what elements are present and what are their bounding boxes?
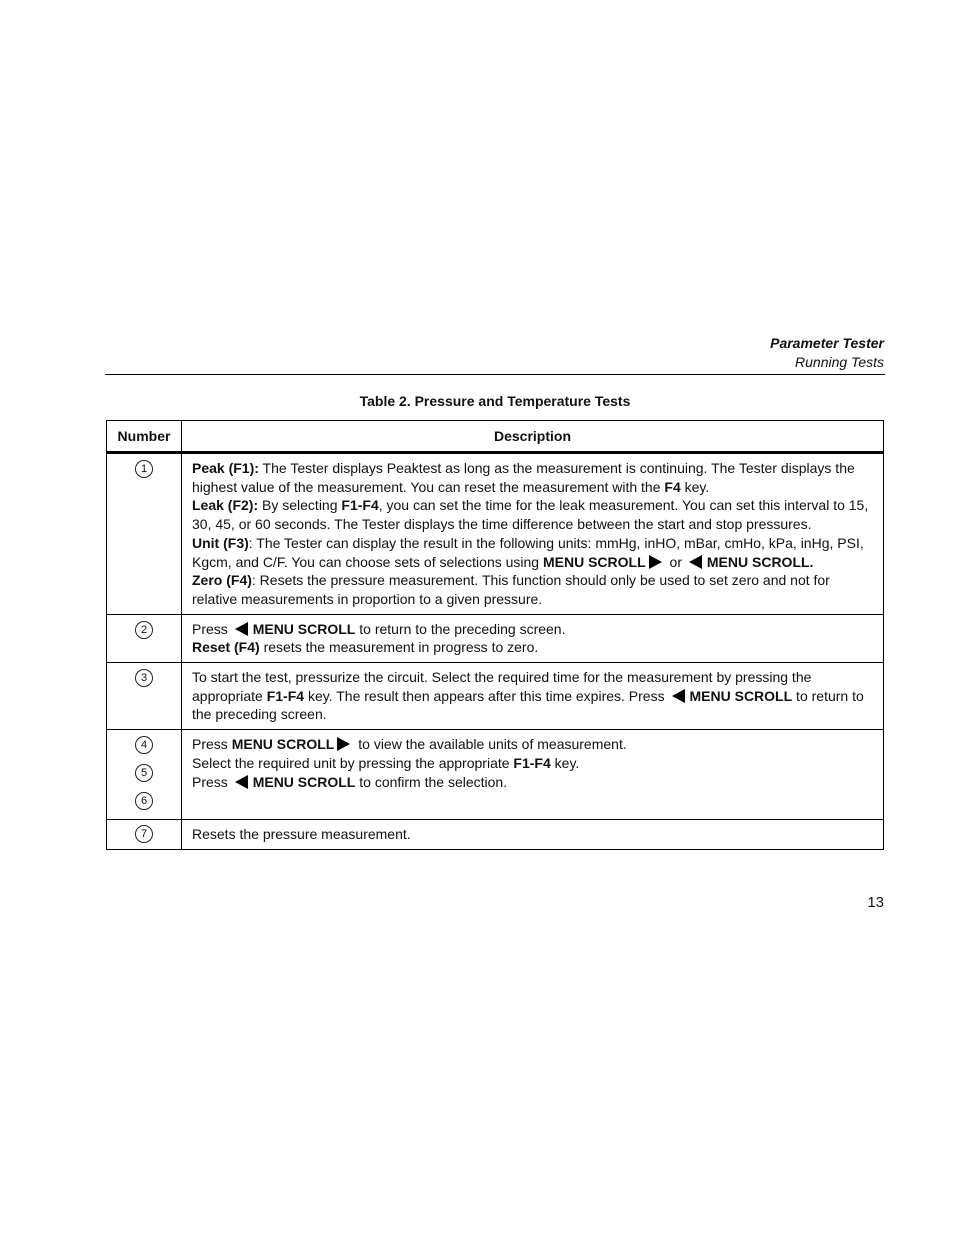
- text: to confirm the selection.: [355, 773, 508, 790]
- row-description-cell: [182, 614, 884, 662]
- key-f1-f4: F1-F4: [266, 687, 305, 704]
- arrow-left-icon: [235, 775, 248, 789]
- table-row: [107, 820, 884, 850]
- row-number-cell: [107, 820, 182, 850]
- row-description-cell: [182, 730, 884, 820]
- description-line: Resets the pressure measurement.: [192, 826, 411, 843]
- text: to view the available units of measurement.: [354, 736, 627, 753]
- row-number-cell: [107, 614, 182, 662]
- table-row: [107, 614, 884, 662]
- column-header-number: Number: [107, 421, 182, 453]
- term-reset: Reset (F4): [192, 639, 260, 656]
- row-description-cell: [182, 820, 884, 850]
- arrow-right-icon: [649, 555, 662, 569]
- zero-paragraph: [192, 571, 878, 608]
- text: key. The result then appears after this time expires. Press: [304, 687, 669, 704]
- tests-table: [106, 420, 884, 850]
- text: key.: [550, 754, 580, 771]
- callout-number: 4: [135, 736, 153, 754]
- description-line: [192, 773, 878, 792]
- text: to return to the preceding screen.: [192, 687, 864, 723]
- key-f1-f4: F1-F4: [513, 754, 551, 771]
- text: key.: [680, 478, 710, 495]
- header-rule: [105, 374, 885, 375]
- row-description-cell: [182, 663, 884, 730]
- row-number-cell: [107, 663, 182, 730]
- header-title: Parameter Tester: [770, 335, 884, 351]
- key-f4: F4: [664, 478, 681, 495]
- text: : The Tester can display the result in the following units: mmHg, inHO, mBar, cmHo, kPa, inHg, PSI, Kgcm, and C/F. You can choose sets of selections using: [192, 534, 864, 570]
- key-menu-scroll: MENU SCROLL: [689, 687, 793, 704]
- leak-paragraph: [192, 496, 878, 533]
- key-f1-f4: F1-F4: [341, 497, 379, 514]
- arrow-left-icon: [672, 689, 685, 703]
- table-caption: Table 2. Pressure and Temperature Tests: [359, 393, 631, 409]
- description-line: [192, 754, 878, 773]
- text: To start the test, pressurize the circuit. Select the required time for the measurement by pressing the appropriate: [192, 669, 812, 704]
- text: : Resets the pressure measurement. This function should only be used to set zero and not for relative measurements in proportion to a given pressure.: [192, 572, 830, 607]
- term-zero: Zero (F4): [192, 572, 252, 589]
- running-header: [770, 334, 884, 372]
- header-subtitle: Running Tests: [795, 354, 884, 370]
- text: or: [665, 553, 686, 570]
- row-description-cell: [182, 453, 884, 615]
- text: By selecting: [258, 497, 342, 514]
- unit-paragraph: [192, 534, 878, 571]
- table-row: [107, 730, 884, 820]
- table-header-row: [107, 421, 884, 453]
- arrow-left-icon: [235, 622, 248, 636]
- page-number: 13: [867, 894, 884, 911]
- text: to return to the preceding screen.: [355, 620, 566, 637]
- description-line: [192, 735, 878, 754]
- description-line: [192, 638, 878, 657]
- key-menu-scroll: MENU SCROLL: [542, 553, 646, 570]
- term-leak: Leak (F2):: [192, 497, 259, 514]
- peak-paragraph: [192, 459, 878, 496]
- text: Press: [192, 620, 232, 637]
- callout-number: 1: [135, 460, 153, 478]
- callout-number: 2: [135, 621, 153, 639]
- row-number-cell: [107, 453, 182, 615]
- row-number-cell: [107, 730, 182, 820]
- term-peak: Peak (F1):: [192, 460, 259, 476]
- key-menu-scroll: MENU SCROLL: [252, 620, 356, 637]
- key-menu-scroll: MENU SCROLL.: [706, 553, 814, 570]
- callout-number: 6: [135, 792, 153, 810]
- arrow-right-icon: [337, 737, 350, 751]
- arrow-left-icon: [689, 555, 702, 569]
- term-unit: Unit (F3): [192, 534, 249, 551]
- table-row: [107, 453, 884, 615]
- table-row: [107, 663, 884, 730]
- text: Select the required unit by pressing the appropriate: [192, 754, 514, 771]
- callout-number: 7: [135, 825, 153, 843]
- text: resets the measurement in progress to zero.: [259, 639, 539, 656]
- key-menu-scroll: MENU SCROLL: [252, 773, 356, 790]
- column-header-description: Description: [182, 421, 884, 453]
- callout-number: 5: [135, 764, 153, 782]
- description-line: [192, 620, 878, 639]
- key-menu-scroll: MENU SCROLL: [231, 736, 335, 753]
- text: The Tester displays Peaktest as long as the measurement is continuing. The Tester displays the highest value of the measurement. You can reset the measurement with the: [192, 460, 855, 495]
- description-paragraph: [192, 668, 878, 724]
- text: Press: [192, 736, 232, 753]
- text: Press: [192, 773, 232, 790]
- text: , you can set the time for the leak measurement. You can set this interval to 15, 30, 45, or 60 seconds. The Tester displays the time difference between the start and stop pressures.: [192, 497, 869, 533]
- callout-number: 3: [135, 669, 153, 687]
